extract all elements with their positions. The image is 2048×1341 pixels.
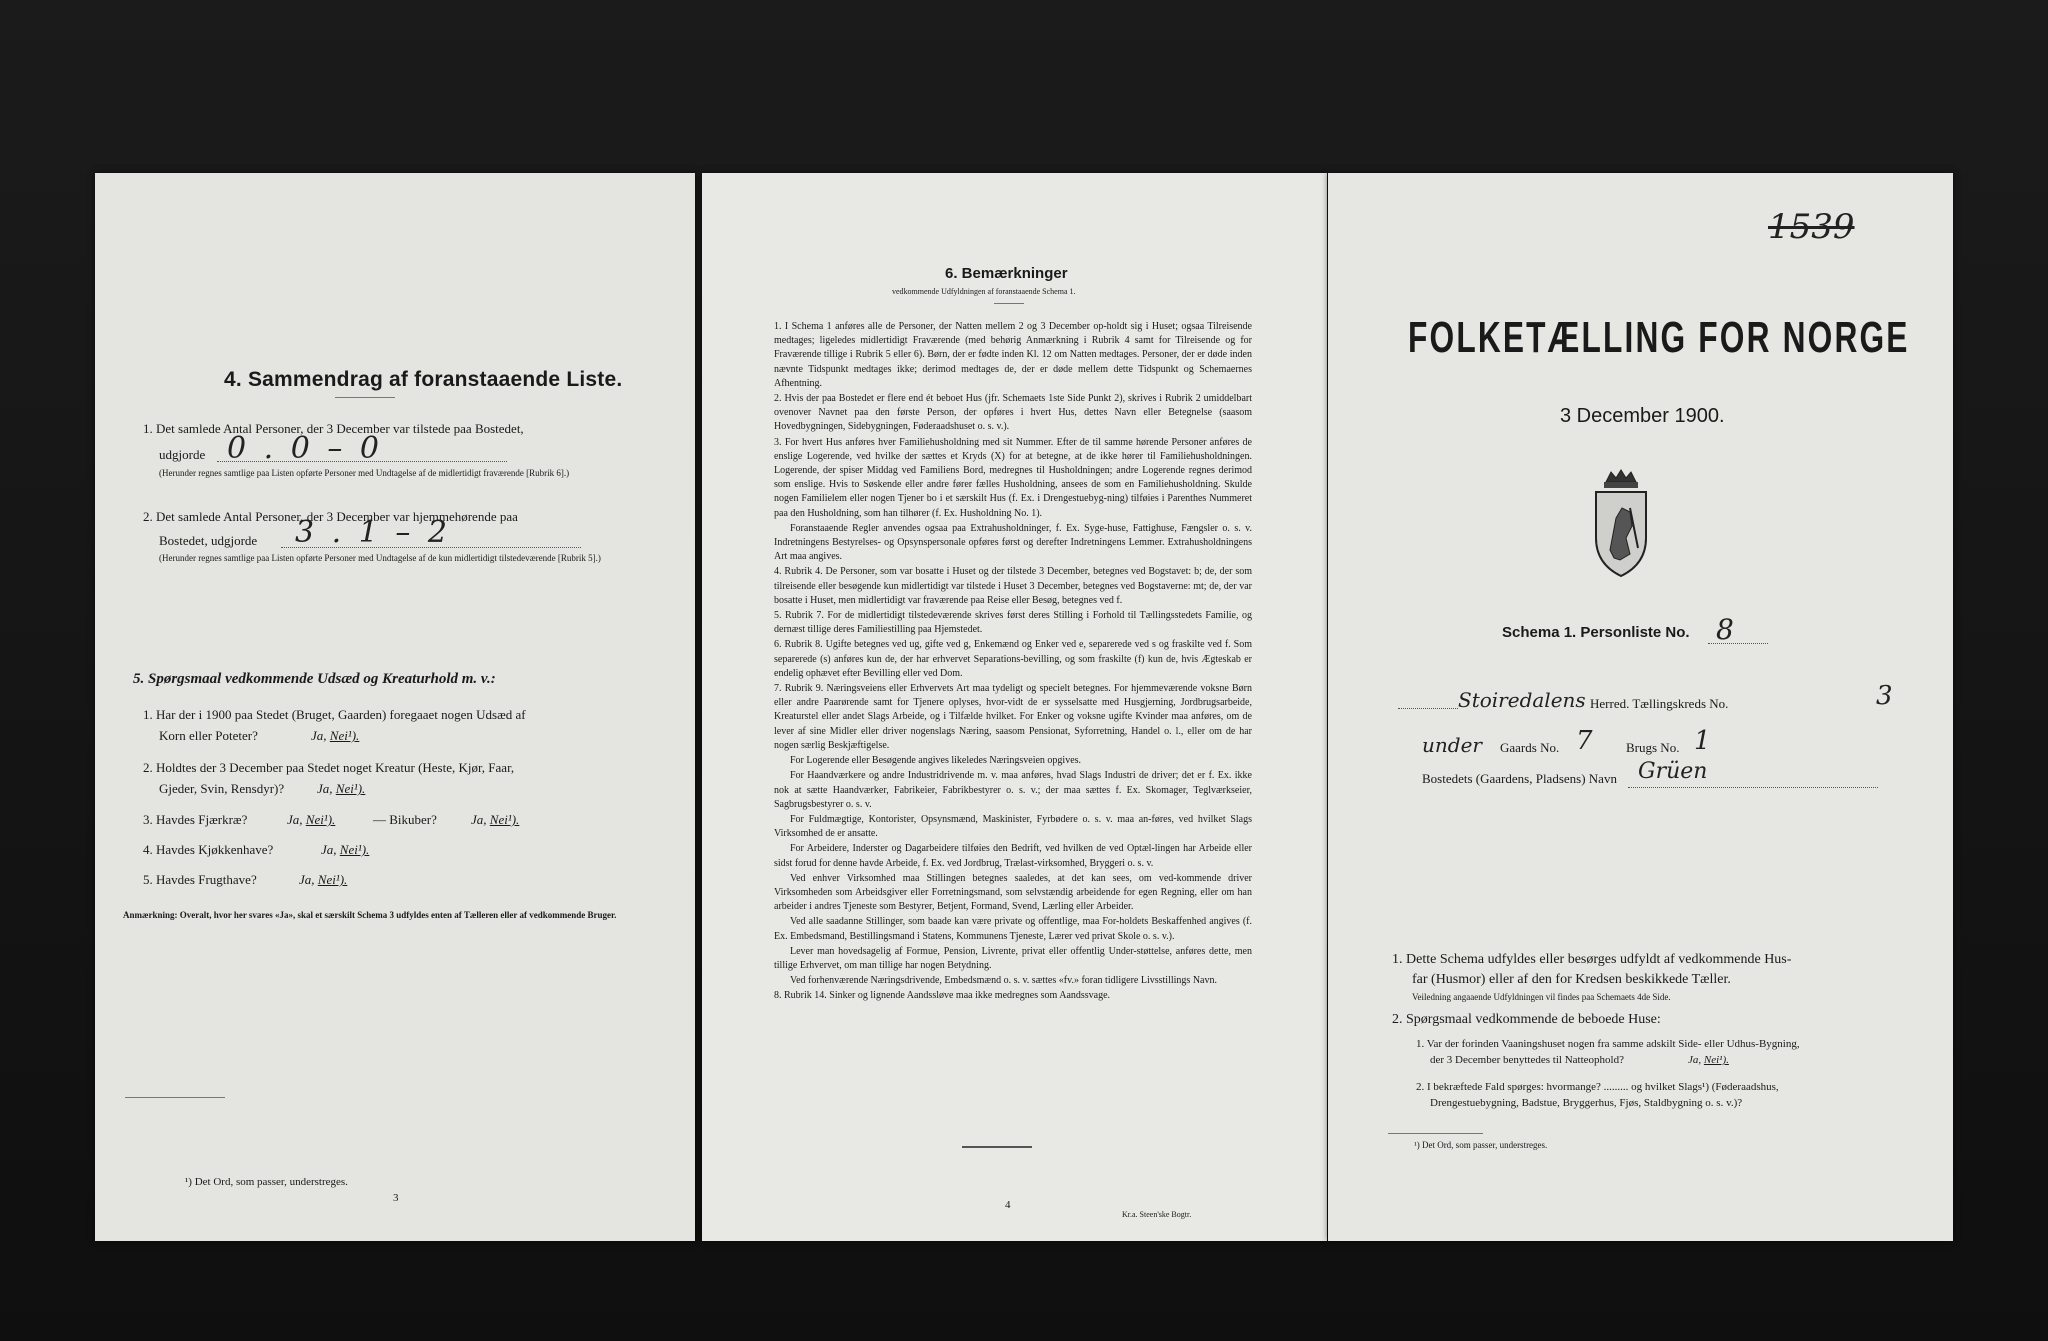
- gaards-label: Gaards No.: [1500, 740, 1560, 755]
- section-5-title: 5. Spørgsmaal vedkommende Udsæd og Kreaturhold m. v.:: [133, 671, 496, 687]
- q2-yes: Ja,: [317, 781, 333, 796]
- brugs-number: 1: [1694, 726, 1711, 756]
- schema-label: Schema 1. Personliste No.: [1502, 624, 1690, 641]
- q2-no: Nei¹).: [335, 781, 366, 796]
- instruction-1: 1. Dette Schema udfyldes eller besørges udfyldt af vedkommende Hus-: [1392, 952, 1792, 967]
- question-3b: — Bikuber?: [373, 812, 437, 827]
- summary-item-2-label: Bostedet, udgjorde: [159, 533, 258, 548]
- corner-number-handwritten: 1539: [1768, 207, 1855, 247]
- footnote: ¹) Det Ord, som passer, understreges.: [1414, 1140, 1548, 1150]
- herred-handwritten: Stoiredalens: [1458, 688, 1586, 712]
- house-q1-answer: [1688, 1053, 1729, 1067]
- q3b-no: Nei¹).: [489, 812, 520, 827]
- q4-yes: Ja,: [321, 842, 337, 857]
- house-q1-yes: Ja,: [1688, 1054, 1702, 1066]
- q3b-answer: [471, 810, 519, 830]
- page-number: 4: [1005, 1199, 1011, 1211]
- remark-paragraph: 6. Rubrik 8. Ugifte betegnes ved ug, gifte ved g, Enkemænd og Enker ved e, separerede ved s og fraskilte ved f. Som separerede (s) anføres kun de, der har erhvervet Separations-bevilling, og som fraskilte (f) kun de, hvis Ægteskab er endelig ophævet efter Bevilling eller ved Dom.: [774, 639, 1252, 679]
- q5-answer: [299, 870, 347, 890]
- under-handwritten: under: [1422, 733, 1482, 757]
- page-number: 3: [393, 1192, 399, 1204]
- q3-yes: Ja,: [287, 812, 303, 827]
- remark-paragraph: 2. Hvis der paa Bostedet er flere end ét beboet Hus (jfr. Schemaets 1ste Side Punkt 2), skrives i Rubrik 2 umiddelbart ovenover Navnet paa den første Person, der opføres i hvert Hus, dettes Navn eller Betegnelse (saasom Hovedbygningen, Sidebygningen, Føderaadshuset o. s. v.).: [774, 393, 1252, 433]
- herred-label: Herred. Tællingskreds No.: [1590, 696, 1729, 711]
- brugs-label: Brugs No.: [1626, 740, 1680, 755]
- remark-paragraph: For Fuldmægtige, Kontorister, Opsynsmænd, Maskinister, Fyrbødere o. s. v. maa an-føres, ved hvilket Slags Virksomhed de er ansatte.: [774, 813, 1252, 840]
- summary-item-1: 1. Det samlede Antal Personer, der 3 December var tilstede paa Bostedet,: [143, 421, 524, 436]
- norway-coat-of-arms-icon: [1586, 468, 1656, 583]
- remark-paragraph: Foranstaaende Regler anvendes ogsaa paa Extrahusholdninger, f. Ex. Syge-huse, Fattighuse, Fængsler o. s. v. Indretningens Bestyrelses- og Opsynspersonale opføres først og derefter Indretningens Lemmer. Extrahusholdningens Art maa angives.: [774, 522, 1252, 563]
- q3-no: Nei¹).: [305, 812, 336, 827]
- house-question-1-cont: der 3 December benyttedes til Natteophold?: [1430, 1054, 1624, 1066]
- q1-yes: Ja,: [311, 728, 327, 743]
- remarks-title: 6. Bemærkninger: [945, 265, 1068, 282]
- summary-item-1-note: (Herunder regnes samtlige paa Listen opførte Personer med Undtagelse af de midlertidigt fraværende [Rubrik 6].): [159, 468, 570, 478]
- summary-item-2: 2. Det samlede Antal Personer, der 3 December var hjemmehørende paa: [143, 509, 518, 524]
- summary-item-1-handwritten: 0 . 0 – 0: [227, 431, 383, 466]
- bosted-handwritten: Grüen: [1638, 759, 1708, 784]
- summary-item-2-note: (Herunder regnes samtlige paa Listen opførte Personer med Undtagelse af de kun midlertidigt tilstedeværende [Rubrik 5].): [159, 553, 601, 563]
- census-cover-page: [1328, 173, 1953, 1241]
- remark-paragraph: 3. For hvert Hus anføres hver Familiehusholdning med sit Nummer. Efter de til samme hørende Personer anføres de enslige Logerende, ved hvilke der sættes et Kryds (X) for at betegne, at de ikke hører til Familiehusholdningen. Logerende, der spiser Middag ved Familiens Bord, medregnes til Husholdningen; andre Logerende regnes derimod som enslige. Hvis to Søskende eller andre fører fælles Husholdning, ansees de som en Familiehusholdning. Skulde nogen Familielem eller nogen Tjener bo i et særskilt Hus (f. Ex. i Drengestuebyg-ning) tilføies i Parenthes Nummeret paa den Husholdning, som han tilhører (f. Ex. Husholdning No. 1).: [774, 436, 1252, 519]
- question-4: 4. Havdes Kjøkkenhave?: [143, 842, 274, 857]
- q3b-yes: Ja,: [471, 812, 487, 827]
- q2-answer: [317, 779, 365, 799]
- question-3: 3. Havdes Fjærkræ?: [143, 812, 248, 827]
- section-4-title: 4. Sammendrag af foranstaaende Liste.: [224, 368, 623, 391]
- remarks-body: [774, 320, 1252, 1005]
- remark-paragraph: 7. Rubrik 9. Næringsveiens eller Erhvervets Art maa tydeligt og specielt betegnes. For hjemmeværende voksne Børn eller andre Paarørende samt for Tjenere oplyses, hvor-vidt de er sysselsatte med Husgjerning, Jordbrugsarbeide, Kreaturstel eller andet Slags Arbeide, og i Tilfælde hvilket. For Enker og voksne ugifte Kvinder maa anføres, om de lever af sine Midler eller driver nogenslags Næring, saasom Pensionat, Syforretning, Handel o. l., eller om de har nogen særlig Beskjæftigelse.: [774, 683, 1252, 751]
- taellingskreds-number: 3: [1876, 681, 1893, 711]
- question-5: 5. Havdes Frugthave?: [143, 872, 257, 887]
- question-1-cont: Korn eller Poteter?: [159, 728, 258, 743]
- census-page-4: [702, 173, 1327, 1241]
- summary-item-2-handwritten: 3 . 1 – 2: [295, 515, 451, 550]
- q1-no: Nei¹).: [329, 728, 360, 743]
- house-q1-no: Nei¹).: [1703, 1054, 1729, 1066]
- remark-paragraph: Ved forhenværende Næringsdrivende, Embedsmænd o. s. v. sættes «fv.» foran tidligere Livsstillings Navn.: [790, 975, 1217, 987]
- personliste-number: 8: [1716, 613, 1734, 646]
- question-2-cont: Gjeder, Svin, Rensdyr)?: [159, 781, 285, 796]
- house-question-2: 2. I bekræftede Fald spørges: hvormange? ......... og hvilket Slags¹) (Føderaadshus,: [1416, 1081, 1779, 1093]
- q5-no: Nei¹).: [317, 872, 348, 887]
- q4-no: Nei¹).: [339, 842, 370, 857]
- annotation-note: Anmærkning: Overalt, hvor her svares «Ja», skal et særskilt Schema 3 udfyldes enten af Tælleren eller af vedkommende Bruger.: [123, 910, 617, 920]
- house-question-1: 1. Var der forinden Vaaningshuset nogen fra samme adskilt Side- eller Udhus-Bygning,: [1416, 1038, 1800, 1050]
- remark-paragraph: For Haandværkere og andre Industridrivende m. v. maa anføres, hvad Slags Industri de driver; det er f. Ex. ikke nok at sætte Haandværker, Fabrikeier, Fabrikbestyrer o. s. v.; der maa sættes f. Ex. Skomager, Teglværkseier, Sagbrugsbestyrer o. s. v.: [774, 770, 1252, 810]
- remark-paragraph: 4. Rubrik 4. De Personer, som var bosatte i Huset og der tilstede 3 December, betegnes ved Bogstavet: b; de, der som tilreisende eller besøgende kun midlertidigt var tilstede i Huset 3 December, betegnes ved Bogstaverne: mt; de, der var bosatte i Huset, men midlertidigt var fraværende paa Reise eller Besøg, betegnes ved f.: [774, 566, 1252, 606]
- remark-paragraph: Ved enhver Virksomhed maa Stillingen betegnes saaledes, at det kan sees, om ved-kommende driver Virksomheden som Arbeidsgiver eller Forretningsmand, som selvstændig arbeidende for egen Regning, eller om han arbeider i andres Tjeneste som Bestyrer, Betjent, Formand, Svend, Lærling eller Arbeider.: [774, 872, 1252, 913]
- instruction-1-cont: far (Husmor) eller af den for Kredsen beskikkede Tæller.: [1412, 972, 1731, 987]
- q5-yes: Ja,: [299, 872, 315, 887]
- q3-answer: [287, 810, 335, 830]
- summary-item-1-label: udgjorde: [159, 447, 206, 462]
- document-title: FOLKETÆLLING FOR NORGE: [1408, 313, 1910, 362]
- remark-paragraph: 8. Rubrik 14. Sinker og lignende Aandssløve maa ikke medregnes som Aandssvage.: [774, 990, 1111, 1002]
- remark-paragraph: For Logerende eller Besøgende angives likeledes Næringsveien opgives.: [790, 755, 1082, 767]
- remark-paragraph: 1. I Schema 1 anføres alle de Personer, der Natten mellem 2 og 3 December op-holdt sig i Huset; ogsaa Tilreisende medtages; ligeledes midlertidigt Fraværende (med behørig Anmærkning i Rubrik 4 samt for Tilreisende og for Fraværende tillige i Rubrik 5 eller 6). Børn, der er fødte inden Kl. 12 om Natten medtages. Personer, der er døde inden nævnte Tidspunkt medtages ikke; derimod medtages de, der er døde mellem dette Tidspunkt og Schemaernes Afhentning.: [774, 321, 1252, 389]
- instruction-1-note: Veiledning angaaende Udfyldningen vil findes paa Schemaets 4de Side.: [1412, 992, 1671, 1002]
- remark-paragraph: Ved alle saadanne Stillinger, som baade kan være private og offentlige, maa For-holdets Beskaffenhed angives (f. Ex. Embedsmand, Bestillingsmand i Statens, Kommunens Tjeneste, Lærer ved privat Skole o. s. v.).: [774, 916, 1252, 942]
- q4-answer: [321, 840, 369, 860]
- census-date: 3 December 1900.: [1560, 405, 1725, 427]
- printer-mark: Kr.a. Steen'ske Bogtr.: [1122, 1210, 1192, 1219]
- instruction-2: 2. Spørgsmaal vedkommende de beboede Huse:: [1392, 1012, 1661, 1027]
- gaards-number: 7: [1576, 726, 1593, 756]
- house-question-2-cont: Drengestuebygning, Badstue, Bryggerhus, Fjøs, Staldbygning o. s. v.)?: [1430, 1097, 1743, 1109]
- census-page-3: [95, 173, 695, 1241]
- remark-paragraph: For Arbeidere, Inderster og Dagarbeidere tilføies den Bedrift, ved hvilken de ved Optæl-lingen har Arbeide eller sidst forud for denne havde Arbeide, f. Ex. ved Jordbrug, Trælast-virksomhed, Bryggeri o. s. v.: [774, 843, 1252, 869]
- remark-paragraph: 5. Rubrik 7. For de midlertidigt tilstedeværende skrives først deres Stilling i Forhold til Tællingsstedets Familie, og dernæst tillige deres Familiestilling paa Hjemstedet.: [774, 610, 1252, 636]
- footnote: ¹) Det Ord, som passer, understreges.: [185, 1176, 348, 1188]
- remark-paragraph: Lever man hovedsagelig af Formue, Pension, Livrente, privat eller offentlig Under-støttelse, anføres dette, men tillige Erhvervet, om man tillige har nogen Betydning.: [774, 945, 1252, 971]
- remarks-subtitle: vedkommende Udfyldningen af foranstaaende Schema 1.: [892, 287, 1076, 296]
- question-1: 1. Har der i 1900 paa Stedet (Bruget, Gaarden) foregaaet nogen Udsæd af: [143, 707, 526, 722]
- bosted-label: Bostedets (Gaardens, Pladsens) Navn: [1422, 771, 1617, 786]
- q1-answer: [311, 726, 359, 746]
- question-2: 2. Holdtes der 3 December paa Stedet noget Kreatur (Heste, Kjør, Faar,: [143, 760, 515, 775]
